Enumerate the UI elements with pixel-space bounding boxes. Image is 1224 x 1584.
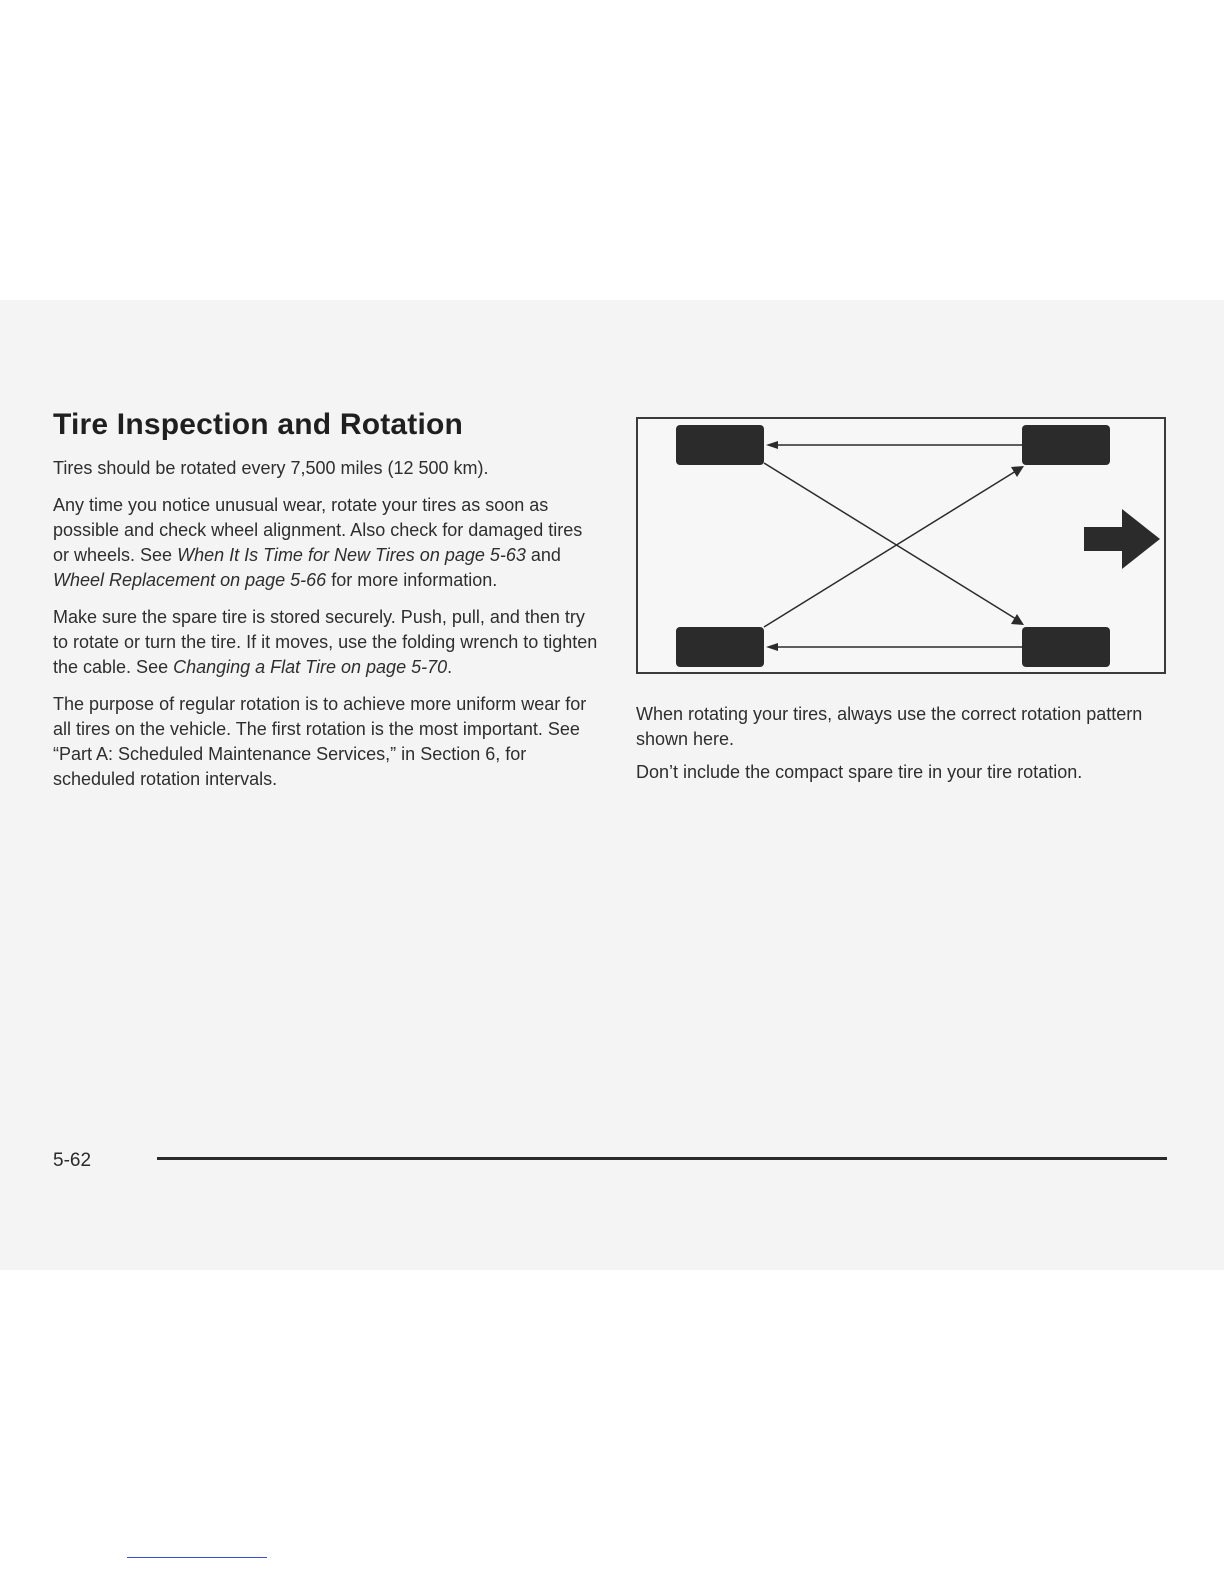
left-column: [53, 408, 603, 804]
arrow-right-front-to-left-front: [766, 441, 1022, 449]
paragraph-text: Make sure the spare tire is stored securely. Push, pull, and then try to rotate or turn the tire. If it moves, use the folding wrench to tighten the cable. See: [53, 607, 598, 677]
tire-front-left: [676, 425, 764, 465]
cross-reference-new-tires[interactable]: When It Is Time for New Tires on page 5-63: [177, 545, 526, 565]
arrow-left-rear-to-right-front: [764, 466, 1024, 627]
footer-rule: [157, 1157, 1167, 1160]
bottom-underline: [127, 1557, 267, 1558]
paragraph-rotation-interval: Tires should be rotated every 7,500 miles (12 500 km).: [53, 458, 489, 478]
paragraph-text: Any time you notice unusual wear, rotate your tires as soon as possible and check wheel alignment. Also check for damaged tires or wheels. See: [53, 495, 583, 565]
arrow-left-front-to-right-rear: [764, 463, 1024, 625]
paragraph-text: for more information.: [326, 570, 498, 590]
tire-front-right: [1022, 425, 1110, 465]
spare-tire-note: Don’t include the compact spare tire in your tire rotation.: [636, 762, 1083, 782]
direction-arrow-right-icon: [1084, 509, 1160, 569]
section-title: Tire Inspection and Rotation: [53, 408, 464, 441]
tire-rear-right: [1022, 627, 1110, 667]
paragraph-purpose: The purpose of regular rotation is to achieve more uniform wear for all tires on the vehicle. The first rotation is the most important. See “Part A: Scheduled Maintenance Services,” in Section 6, for scheduled rotation intervals.: [53, 694, 587, 789]
arrow-right-rear-to-left-rear: [766, 643, 1022, 651]
cross-reference-flat-tire[interactable]: Changing a Flat Tire on page 5-70: [173, 657, 448, 677]
paragraph-spare-tire: [53, 605, 603, 680]
right-column: [636, 417, 1176, 785]
tire-rotation-diagram: [636, 417, 1166, 674]
paragraph-text: and: [525, 545, 561, 565]
paragraph-unusual-wear: [53, 493, 603, 593]
rotation-pattern-graphic: [638, 419, 1164, 672]
cross-reference-wheel-replacement[interactable]: Wheel Replacement on page 5-66: [53, 570, 327, 590]
page-number: 5-62: [53, 1150, 92, 1171]
tire-rear-left: [676, 627, 764, 667]
paragraph-text: .: [447, 657, 453, 677]
diagram-caption: When rotating your tires, always use the correct rotation pattern shown here.: [636, 704, 1143, 749]
